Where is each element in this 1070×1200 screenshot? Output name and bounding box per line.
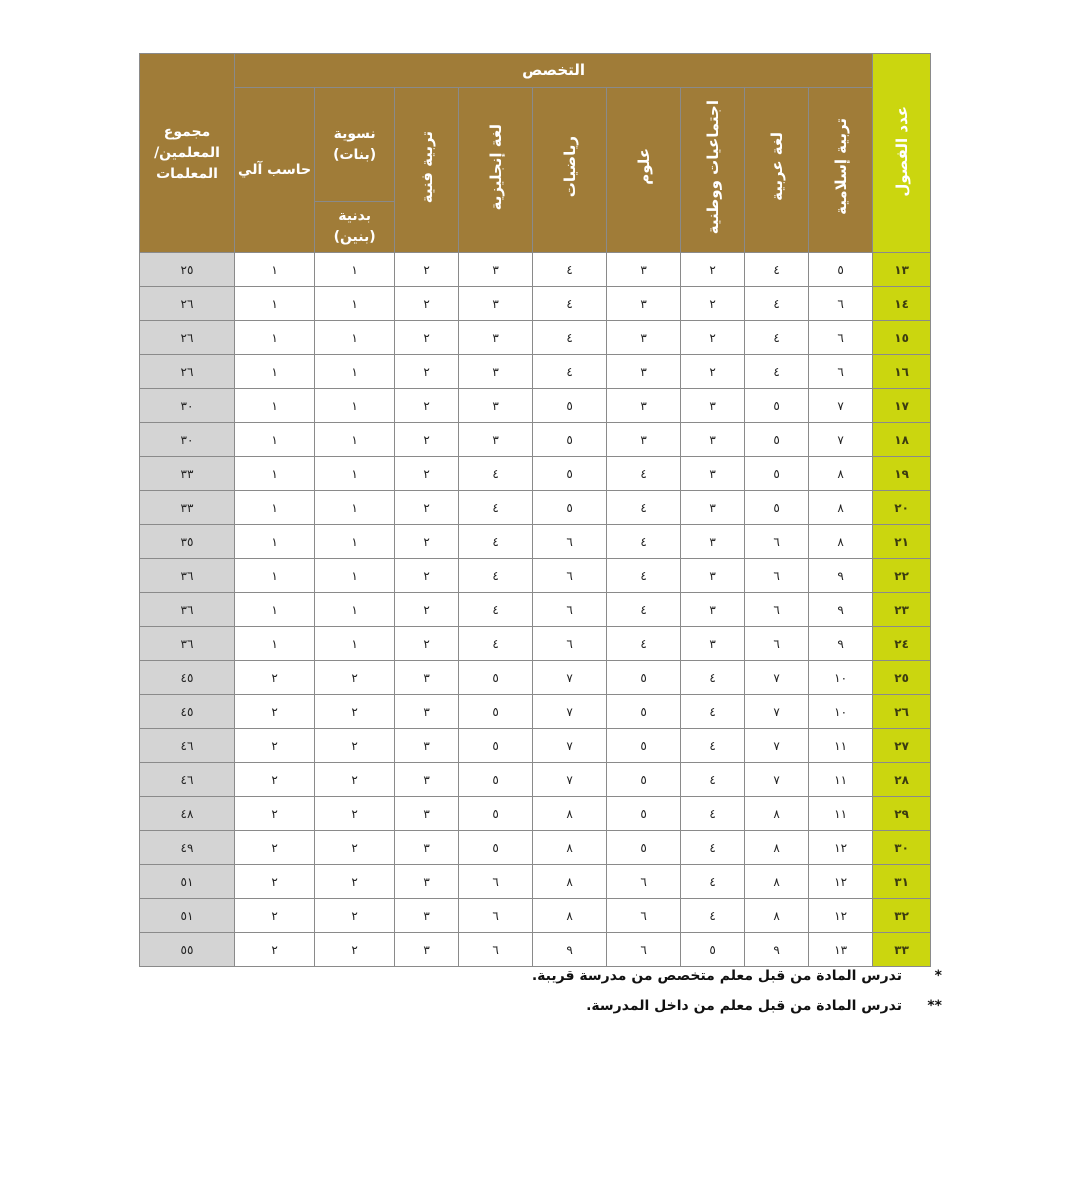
- table-cell: ٥: [607, 661, 681, 695]
- table-cell: ٢: [395, 457, 459, 491]
- table-cell: ٢: [395, 559, 459, 593]
- table-cell: ٧: [745, 729, 809, 763]
- table-cell: ٥: [607, 763, 681, 797]
- table-cell: ٨: [745, 831, 809, 865]
- table-cell: ٢: [235, 831, 315, 865]
- table-cell: ١: [315, 627, 395, 661]
- table-cell: ٥: [681, 933, 745, 967]
- table-cell: ٤: [745, 321, 809, 355]
- classes-count-cell: ٢١: [873, 525, 931, 559]
- header-islamic: تربية إسلامية: [809, 88, 873, 253]
- table-cell: ٤: [607, 491, 681, 525]
- table-cell: ١: [235, 491, 315, 525]
- table-cell: ٣: [395, 831, 459, 865]
- table-cell: ٢: [315, 797, 395, 831]
- table-cell: ٥: [533, 423, 607, 457]
- total-cell: ٣٠: [140, 423, 235, 457]
- table-cell: ٣: [607, 423, 681, 457]
- table-cell: ٣: [395, 865, 459, 899]
- table-cell: ٢: [395, 355, 459, 389]
- total-cell: ٤٩: [140, 831, 235, 865]
- classes-count-cell: ٢٤: [873, 627, 931, 661]
- table-cell: ١: [315, 321, 395, 355]
- table-row: [140, 593, 931, 627]
- total-cell: ٢٥: [140, 253, 235, 287]
- table-cell: ٢: [395, 389, 459, 423]
- table-cell: ٥: [607, 831, 681, 865]
- table-cell: ٣: [395, 695, 459, 729]
- footnote-2: [532, 998, 942, 1014]
- table-row: [140, 287, 931, 321]
- header-specialty: التخصص: [235, 54, 873, 88]
- footnote-mark: **: [927, 998, 942, 1014]
- table-cell: ٦: [459, 933, 533, 967]
- table-cell: ٢: [395, 593, 459, 627]
- total-cell: ٥١: [140, 865, 235, 899]
- table-row: [140, 491, 931, 525]
- table-cell: ٤: [681, 831, 745, 865]
- table-cell: ٣: [681, 627, 745, 661]
- classes-count-cell: ٣٢: [873, 899, 931, 933]
- table-cell: ٩: [809, 593, 873, 627]
- header-total: مجموع المعلمين/ المعلمات: [140, 54, 235, 253]
- table-cell: ٥: [607, 729, 681, 763]
- classes-count-cell: ٢٢: [873, 559, 931, 593]
- table-cell: ٨: [533, 831, 607, 865]
- table-cell: ٣: [459, 253, 533, 287]
- total-cell: ٢٦: [140, 355, 235, 389]
- table-cell: ٥: [745, 389, 809, 423]
- table-cell: ٢: [395, 627, 459, 661]
- table-cell: ٣: [459, 321, 533, 355]
- table-cell: ٦: [809, 287, 873, 321]
- header-computer: حاسب آلي: [235, 88, 315, 253]
- table-cell: ٥: [745, 457, 809, 491]
- table-cell: ٣: [607, 287, 681, 321]
- table-row: [140, 933, 931, 967]
- footnote-mark: *: [934, 968, 942, 984]
- table-cell: ٨: [533, 899, 607, 933]
- classes-count-cell: ٢٣: [873, 593, 931, 627]
- table-cell: ٣: [681, 593, 745, 627]
- table-cell: ٦: [745, 525, 809, 559]
- table-cell: ٤: [681, 865, 745, 899]
- table-cell: ٣: [681, 457, 745, 491]
- classes-count-cell: ١٩: [873, 457, 931, 491]
- table-cell: ٤: [681, 763, 745, 797]
- table-cell: ٢: [235, 933, 315, 967]
- table-cell: ٥: [459, 729, 533, 763]
- table-cell: ٤: [459, 593, 533, 627]
- table-cell: ٢: [395, 321, 459, 355]
- classes-count-cell: ١٨: [873, 423, 931, 457]
- total-cell: ٥٥: [140, 933, 235, 967]
- table-cell: ٢: [681, 321, 745, 355]
- table-row: [140, 797, 931, 831]
- table-cell: ٤: [533, 355, 607, 389]
- total-cell: ٣٣: [140, 457, 235, 491]
- table-cell: ٦: [533, 593, 607, 627]
- table-cell: ٦: [745, 627, 809, 661]
- total-cell: ٢٦: [140, 321, 235, 355]
- table-cell: ٣: [395, 797, 459, 831]
- table-cell: ٣: [395, 661, 459, 695]
- table-cell: ١٢: [809, 831, 873, 865]
- table-cell: ٩: [745, 933, 809, 967]
- table-cell: ٨: [745, 899, 809, 933]
- table-cell: ٢: [235, 899, 315, 933]
- table-cell: ٣: [395, 899, 459, 933]
- total-cell: ٣٦: [140, 627, 235, 661]
- table-cell: ٩: [809, 627, 873, 661]
- total-cell: ٣٦: [140, 593, 235, 627]
- table-cell: ٥: [607, 797, 681, 831]
- table-cell: ٢: [315, 695, 395, 729]
- total-cell: ٣٠: [140, 389, 235, 423]
- total-cell: ٤٦: [140, 729, 235, 763]
- table-cell: ٦: [745, 559, 809, 593]
- table-cell: ١: [235, 525, 315, 559]
- table-cell: ٢: [235, 865, 315, 899]
- total-cell: ٤٦: [140, 763, 235, 797]
- table-cell: ٤: [533, 287, 607, 321]
- classes-count-cell: ٣٣: [873, 933, 931, 967]
- table-cell: ١: [235, 627, 315, 661]
- table-cell: ٤: [745, 287, 809, 321]
- table-cell: ١: [315, 457, 395, 491]
- table-cell: ٧: [533, 729, 607, 763]
- classes-count-cell: ١٤: [873, 287, 931, 321]
- table-cell: ٢: [235, 661, 315, 695]
- table-cell: ٨: [533, 797, 607, 831]
- table-cell: ١: [235, 287, 315, 321]
- table-cell: ٧: [533, 695, 607, 729]
- table-cell: ٢: [395, 525, 459, 559]
- table-cell: ٦: [607, 899, 681, 933]
- classes-count-cell: ٣٠: [873, 831, 931, 865]
- table-cell: ٦: [533, 559, 607, 593]
- classes-count-cell: ٢٠: [873, 491, 931, 525]
- table-cell: ٥: [607, 695, 681, 729]
- table-row: [140, 831, 931, 865]
- table-row: [140, 661, 931, 695]
- classes-count-cell: ٢٨: [873, 763, 931, 797]
- table-row: [140, 899, 931, 933]
- table-cell: ٨: [533, 865, 607, 899]
- table-cell: ١٢: [809, 899, 873, 933]
- table-cell: ٤: [745, 253, 809, 287]
- table-cell: ٤: [607, 525, 681, 559]
- classes-count-cell: ٢٦: [873, 695, 931, 729]
- classes-count-cell: ١٧: [873, 389, 931, 423]
- table-cell: ١١: [809, 797, 873, 831]
- table-cell: ١: [315, 491, 395, 525]
- table-cell: ٢: [395, 287, 459, 321]
- table-cell: ٣: [459, 389, 533, 423]
- table-row: [140, 695, 931, 729]
- table-cell: ٣: [395, 933, 459, 967]
- table-row: [140, 457, 931, 491]
- table-cell: ٧: [533, 763, 607, 797]
- table-cell: ١٣: [809, 933, 873, 967]
- table-cell: ٦: [459, 899, 533, 933]
- classes-count-cell: ١٣: [873, 253, 931, 287]
- table-cell: ٢: [681, 287, 745, 321]
- header-home-economics: نسوية (بنات): [315, 88, 395, 202]
- table-cell: ٩: [809, 559, 873, 593]
- table-row: [140, 865, 931, 899]
- table-cell: ٨: [745, 797, 809, 831]
- table-cell: ١: [315, 559, 395, 593]
- table-cell: ١: [235, 253, 315, 287]
- table-cell: ٤: [607, 457, 681, 491]
- table-cell: ٨: [809, 491, 873, 525]
- table-cell: ٤: [607, 559, 681, 593]
- total-cell: ٢٦: [140, 287, 235, 321]
- table-cell: ١: [315, 389, 395, 423]
- footnote-text: تدرس المادة من قبل معلم متخصص من مدرسة قريبة.: [531, 968, 902, 984]
- table-cell: ٣: [459, 423, 533, 457]
- table-cell: ٢: [681, 355, 745, 389]
- table-cell: ٢: [315, 831, 395, 865]
- table-cell: ٣: [607, 321, 681, 355]
- table-cell: ٢: [395, 491, 459, 525]
- total-cell: ٥١: [140, 899, 235, 933]
- table-cell: ٤: [607, 593, 681, 627]
- table-cell: ٤: [533, 321, 607, 355]
- table-cell: ٣: [459, 355, 533, 389]
- table-cell: ٧: [745, 661, 809, 695]
- header-classes-count: عدد الفصول: [873, 54, 931, 253]
- table-cell: ٣: [681, 491, 745, 525]
- table-cell: ١١: [809, 763, 873, 797]
- table-cell: ١: [315, 593, 395, 627]
- table-cell: ٢: [315, 729, 395, 763]
- total-cell: ٤٥: [140, 661, 235, 695]
- table-cell: ٢: [235, 729, 315, 763]
- header-art: تربية فنية: [395, 88, 459, 253]
- header-math: رياضيات: [533, 88, 607, 253]
- header-science: علوم: [607, 88, 681, 253]
- table-cell: ٧: [745, 695, 809, 729]
- table-cell: ١: [315, 355, 395, 389]
- header-physical-education: بدنية (بنين): [315, 202, 395, 253]
- table-row: [140, 321, 931, 355]
- table-cell: ٥: [533, 491, 607, 525]
- table-cell: ٧: [809, 389, 873, 423]
- table-row: [140, 763, 931, 797]
- table-cell: ٣: [681, 389, 745, 423]
- table-cell: ٤: [681, 899, 745, 933]
- table-cell: ١: [235, 355, 315, 389]
- table-cell: ٧: [533, 661, 607, 695]
- table-cell: ١: [315, 423, 395, 457]
- table-cell: ٤: [607, 627, 681, 661]
- table-cell: ١: [235, 423, 315, 457]
- classes-count-cell: ٢٧: [873, 729, 931, 763]
- table-row: [140, 627, 931, 661]
- table-cell: ٢: [235, 763, 315, 797]
- header-english: لغة إنجليزية: [459, 88, 533, 253]
- table-row: [140, 729, 931, 763]
- teachers-distribution-table: [139, 53, 931, 967]
- table-body: [140, 253, 931, 967]
- table-cell: ٢: [395, 253, 459, 287]
- total-cell: ٣٥: [140, 525, 235, 559]
- table-cell: ٢: [395, 423, 459, 457]
- table-cell: ٦: [809, 321, 873, 355]
- table-cell: ٧: [745, 763, 809, 797]
- table-cell: ٥: [459, 695, 533, 729]
- table-cell: ٤: [459, 457, 533, 491]
- table-cell: ٥: [459, 797, 533, 831]
- table-cell: ١: [315, 253, 395, 287]
- header-arabic: لغة عربية: [745, 88, 809, 253]
- table-cell: ٣: [607, 355, 681, 389]
- table-cell: ٤: [533, 253, 607, 287]
- table-cell: ٤: [459, 525, 533, 559]
- total-cell: ٣٦: [140, 559, 235, 593]
- table-cell: ٢: [315, 865, 395, 899]
- table-cell: ٤: [459, 627, 533, 661]
- table-cell: ٣: [459, 287, 533, 321]
- total-cell: ٤٥: [140, 695, 235, 729]
- table-cell: ٨: [809, 525, 873, 559]
- table-cell: ٢: [235, 695, 315, 729]
- table-cell: ٥: [745, 423, 809, 457]
- footnote-text: تدرس المادة من قبل معلم من داخل المدرسة.: [586, 998, 902, 1014]
- table-cell: ١: [235, 559, 315, 593]
- table-row: [140, 525, 931, 559]
- table-cell: ١: [235, 389, 315, 423]
- table-cell: ٥: [745, 491, 809, 525]
- footnotes: [532, 968, 942, 1028]
- table-cell: ٣: [607, 253, 681, 287]
- table-cell: ٤: [681, 797, 745, 831]
- table-row: [140, 559, 931, 593]
- table-cell: ٢: [315, 661, 395, 695]
- table-cell: ٦: [533, 627, 607, 661]
- table-cell: ٤: [681, 695, 745, 729]
- table-cell: ١٠: [809, 695, 873, 729]
- footnote-1: [532, 968, 942, 984]
- table-cell: ١٢: [809, 865, 873, 899]
- table-cell: ٤: [745, 355, 809, 389]
- table-cell: ٣: [395, 729, 459, 763]
- table-cell: ٢: [315, 763, 395, 797]
- table-cell: ٢: [235, 797, 315, 831]
- table-cell: ٥: [459, 763, 533, 797]
- table-cell: ٥: [533, 457, 607, 491]
- table-cell: ٦: [607, 865, 681, 899]
- table-cell: ٣: [681, 525, 745, 559]
- table-cell: ٥: [533, 389, 607, 423]
- table-cell: ٣: [395, 763, 459, 797]
- table-cell: ٦: [533, 525, 607, 559]
- table-cell: ٦: [809, 355, 873, 389]
- table-cell: ٥: [809, 253, 873, 287]
- classes-count-cell: ٣١: [873, 865, 931, 899]
- table-row: [140, 389, 931, 423]
- table-row: [140, 423, 931, 457]
- table-cell: ٥: [459, 831, 533, 865]
- table-cell: ٨: [809, 457, 873, 491]
- table-cell: ٩: [533, 933, 607, 967]
- table-cell: ٣: [681, 423, 745, 457]
- table-cell: ٢: [315, 899, 395, 933]
- classes-count-cell: ٢٥: [873, 661, 931, 695]
- table-cell: ٦: [745, 593, 809, 627]
- table-row: [140, 355, 931, 389]
- table-cell: ٧: [809, 423, 873, 457]
- table-cell: ١: [235, 593, 315, 627]
- table-cell: ٤: [459, 559, 533, 593]
- table-cell: ١: [235, 457, 315, 491]
- table-cell: ١٠: [809, 661, 873, 695]
- table-cell: ٣: [607, 389, 681, 423]
- header-social: اجتماعيات ووطنية: [681, 88, 745, 253]
- table-cell: ١: [235, 321, 315, 355]
- classes-count-cell: ٢٩: [873, 797, 931, 831]
- total-cell: ٣٣: [140, 491, 235, 525]
- table-cell: ٣: [681, 559, 745, 593]
- classes-count-cell: ١٥: [873, 321, 931, 355]
- table-cell: ٢: [315, 933, 395, 967]
- table-cell: ١: [315, 287, 395, 321]
- table-cell: ٦: [607, 933, 681, 967]
- table-row: [140, 253, 931, 287]
- table-cell: ٦: [459, 865, 533, 899]
- table-cell: ٤: [681, 661, 745, 695]
- total-cell: ٤٨: [140, 797, 235, 831]
- table-cell: ١: [315, 525, 395, 559]
- classes-count-cell: ١٦: [873, 355, 931, 389]
- table-cell: ٤: [681, 729, 745, 763]
- table-cell: ١١: [809, 729, 873, 763]
- table-cell: ٢: [681, 253, 745, 287]
- table-cell: ٨: [745, 865, 809, 899]
- table-cell: ٥: [459, 661, 533, 695]
- table-cell: ٤: [459, 491, 533, 525]
